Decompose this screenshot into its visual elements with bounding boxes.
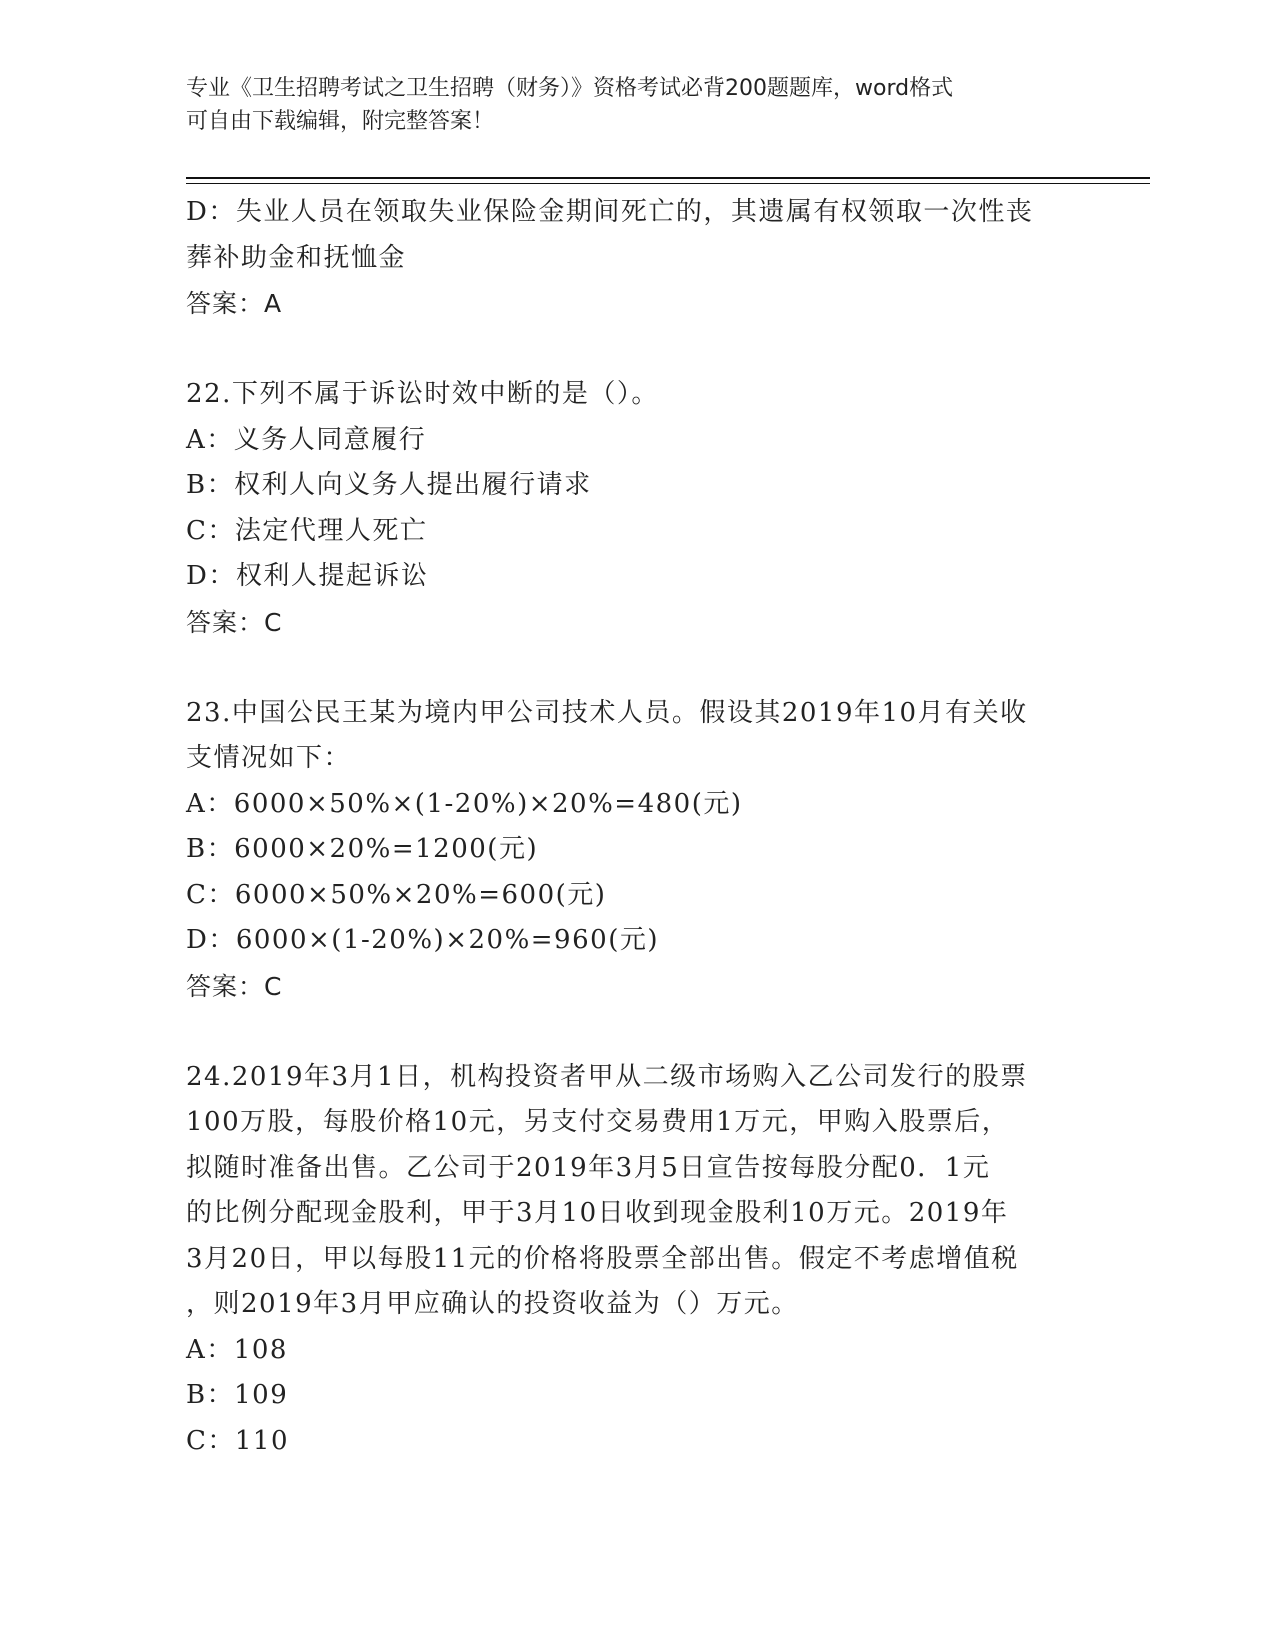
q22-option-d: D：权利人提起诉讼 bbox=[186, 561, 429, 591]
q23-stem-line-2: 支情况如下： bbox=[186, 743, 352, 773]
q22-option-c: C：法定代理人死亡 bbox=[186, 515, 428, 546]
q24-stem-line-6: ，则2019年3月甲应确认的投资收益为（）万元。 bbox=[186, 1289, 799, 1319]
q22-stem: 22.下列不属于诉讼时效中断的是（）。 bbox=[186, 379, 659, 409]
page-header bbox=[186, 72, 1066, 138]
q24-stem-line-5: 3月20日，甲以每股11元的价格将股票全部出售。假定不考虑增值税 bbox=[186, 1243, 1019, 1274]
q23-answer: 答案：C bbox=[186, 971, 283, 1001]
q21-option-d-line-2: 葬补助金和抚恤金 bbox=[186, 242, 407, 273]
q22-option-b: B：权利人向义务人提出履行请求 bbox=[186, 470, 592, 500]
q21-option-d-line-1: D：失业人员在领取失业保险金期间死亡的，其遗属有权领取一次性丧 bbox=[186, 197, 1034, 227]
q23-option-a: A：6000×50%×(1-20%)×20%=480(元) bbox=[186, 788, 743, 819]
header-divider-thick bbox=[186, 177, 1150, 179]
spacer bbox=[186, 645, 1086, 691]
spacer bbox=[186, 1009, 1086, 1055]
q24-stem-line-2: 100万股，每股价格10元，另支付交易费用1万元，甲购入股票后， bbox=[186, 1107, 1010, 1137]
question-21-tail bbox=[186, 190, 1086, 327]
q24-stem-line-1: 24.2019年3月1日，机构投资者甲从二级市场购入乙公司发行的股票 bbox=[186, 1061, 1028, 1092]
q22-option-a: A：义务人同意履行 bbox=[186, 424, 427, 455]
q22-answer: 答案：C bbox=[186, 607, 283, 637]
q23-option-d: D：6000×(1-20%)×20%=960(元) bbox=[186, 925, 659, 955]
header-title-line-2: 可自由下载编辑，附完整答案！ bbox=[186, 109, 495, 134]
question-22 bbox=[186, 372, 1086, 645]
q24-option-b: B：109 bbox=[186, 1380, 289, 1410]
spacer bbox=[186, 327, 1086, 373]
q24-option-a: A：108 bbox=[186, 1334, 288, 1365]
q23-option-b: B：6000×20%=1200(元) bbox=[186, 834, 539, 864]
q24-stem-line-3: 拟随时准备出售。乙公司于2019年3月5日宣告按每股分配0．1元 bbox=[186, 1152, 991, 1183]
q24-option-c: C：110 bbox=[186, 1425, 290, 1456]
q24-stem-line-4: 的比例分配现金股利，甲于3月10日收到现金股利10万元。2019年 bbox=[186, 1198, 1009, 1228]
q23-stem-line-1: 23.中国公民王某为境内甲公司技术人员。假设其2019年10月有关收 bbox=[186, 697, 1028, 728]
question-list bbox=[186, 190, 1086, 1464]
q23-option-c: C：6000×50%×20%=600(元) bbox=[186, 879, 607, 910]
question-23 bbox=[186, 691, 1086, 1010]
header-divider-thin bbox=[186, 183, 1150, 184]
header-title-line-1: 专业《卫生招聘考试之卫生招聘（财务）》资格考试必背200题题库，word格式 bbox=[186, 76, 954, 101]
q21-answer: 答案：A bbox=[186, 289, 283, 318]
question-24 bbox=[186, 1055, 1086, 1465]
